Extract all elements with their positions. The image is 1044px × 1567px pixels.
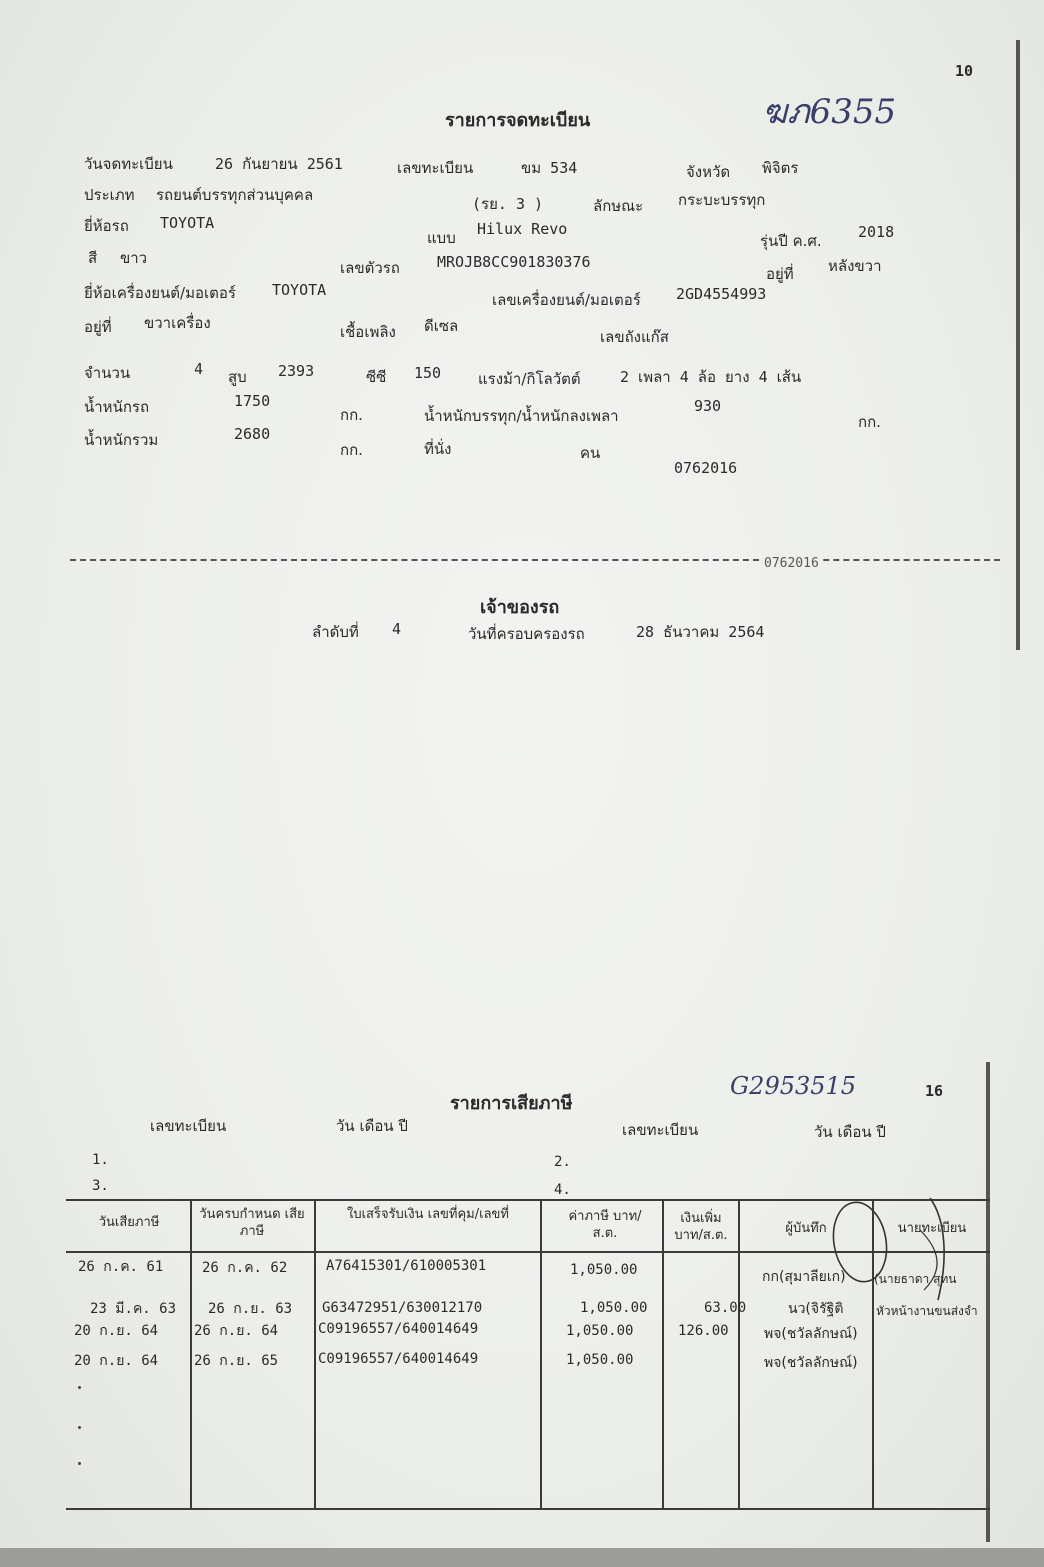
chassis-label: เลขตัวรถ bbox=[340, 259, 400, 277]
dot-mark bbox=[78, 1426, 81, 1429]
possess-value: 28 ธันวาคม 2564 bbox=[636, 623, 765, 641]
hp-value: 150 bbox=[414, 364, 442, 382]
count-label: จำนวน bbox=[84, 364, 131, 382]
model-label: แบบ bbox=[427, 229, 456, 247]
reg-date-value: 26 กันยายน 2561 bbox=[215, 155, 343, 173]
type-label: ประเภท bbox=[84, 186, 135, 204]
table-row-4-recorder: พจ(ชวัลลักษณ์) bbox=[764, 1355, 858, 1371]
plate-label: เลขทะเบียน bbox=[397, 159, 474, 177]
tax-page-number: 16 bbox=[925, 1082, 944, 1100]
weight-value: 1750 bbox=[234, 392, 271, 410]
table-row-2-tax: 1,050.00 bbox=[580, 1300, 648, 1316]
style-label: ลักษณะ bbox=[593, 197, 644, 215]
table-row-4-paid: 20 ก.ย. 64 bbox=[74, 1353, 159, 1369]
table-row-2-paid: 23 มี.ค. 63 bbox=[90, 1301, 177, 1317]
table-row-2-extra: 63.00 bbox=[704, 1300, 747, 1316]
brand-value: TOYOTA bbox=[160, 214, 215, 232]
engine-loc-value: ขวาเครื่อง bbox=[144, 314, 211, 332]
header-registrar: นายทะเบียน bbox=[897, 1221, 967, 1236]
col-divider-2 bbox=[314, 1200, 316, 1510]
table-row-3-due: 26 ก.ย. 64 bbox=[194, 1323, 279, 1339]
table-row-1-receipt: A76415301/610005301 bbox=[326, 1258, 487, 1274]
order-value: 4 bbox=[392, 620, 402, 638]
tax-plate-label-right: เลขทะเบียน bbox=[622, 1121, 699, 1139]
ref-no: 0762016 bbox=[674, 459, 738, 477]
province-label: จังหวัด bbox=[686, 163, 731, 181]
model-value: Hilux Revo bbox=[477, 220, 568, 238]
order-label: ลำดับที่ bbox=[312, 623, 359, 641]
table-row-4-receipt: C09196557/640014649 bbox=[318, 1351, 479, 1367]
gross-label: น้ำหนักรวม bbox=[84, 431, 159, 449]
table-row-3-recorder: พจ(ชวัลลักษณ์) bbox=[764, 1326, 858, 1342]
tax-date-label-right: วัน เดือน ปี bbox=[814, 1123, 886, 1141]
header-paid-date: วันเสียภาษี bbox=[98, 1215, 160, 1230]
slot-4: 4. bbox=[554, 1182, 571, 1198]
cyl-label: สูบ bbox=[228, 368, 247, 386]
gas-tank-label: เลขถังแก๊ส bbox=[600, 328, 669, 346]
gross-value: 2680 bbox=[234, 425, 271, 443]
type-value: รถยนต์บรรทุกส่วนบุคคล bbox=[156, 186, 314, 204]
person-label: คน bbox=[580, 444, 601, 462]
header-receipt: ใบเสร็จรับเงิน เลขที่คุม/เลขที่ bbox=[347, 1207, 509, 1222]
table-row-3-receipt: C09196557/640014649 bbox=[318, 1321, 479, 1337]
table-row-2-registrar: หัวหน้างานขนส่งจำ bbox=[876, 1304, 978, 1318]
slot-3: 3. bbox=[92, 1178, 109, 1194]
table-row-1-paid: 26 ก.ค. 61 bbox=[78, 1259, 164, 1275]
header-due-date: วันครบกำหนด เสียภาษี bbox=[199, 1207, 305, 1239]
weight-kg-label: กก. bbox=[340, 406, 363, 424]
possess-label: วันที่ครอบครองรถ bbox=[468, 625, 585, 643]
dotted-ref: 0762016 bbox=[760, 556, 823, 571]
engine-loc-label: อยู่ที่ bbox=[84, 318, 112, 336]
dotted-divider bbox=[70, 559, 1000, 561]
table-row-1-registrar: (นายธาดา สุทน bbox=[874, 1272, 957, 1286]
reg-date-label: วันจดทะเบียน bbox=[84, 155, 173, 173]
chassis-loc-label: อยู่ที่ bbox=[766, 265, 794, 283]
col-divider-5 bbox=[738, 1200, 740, 1510]
plate-value: ขม 534 bbox=[521, 159, 578, 177]
fuel-label: เชื้อเพลิง bbox=[340, 323, 396, 341]
brand-label: ยี่ห้อรถ bbox=[84, 217, 129, 235]
header-recorder: ผู้บันทึก bbox=[785, 1221, 827, 1236]
engine-brand-label: ยี่ห้อเครื่องยนต์/มอเตอร์ bbox=[84, 284, 236, 302]
table-row-1-tax: 1,050.00 bbox=[570, 1262, 638, 1278]
table-bottom-rule bbox=[66, 1508, 990, 1510]
header-tax: ค่าภาษี บาท/ส.ต. bbox=[568, 1209, 642, 1241]
load-value: 930 bbox=[694, 397, 722, 415]
type-code: (รย. 3 ) bbox=[472, 195, 544, 213]
table-row-2-due: 26 ก.ย. 63 bbox=[208, 1301, 293, 1317]
header-extra: เงินเพิ่ม บาท/ส.ต. bbox=[674, 1211, 728, 1243]
cyl-value: 4 bbox=[194, 360, 204, 378]
load-kg-label: กก. bbox=[858, 413, 881, 431]
slot-2: 2. bbox=[554, 1154, 571, 1170]
table-row-3-paid: 20 ก.ย. 64 bbox=[74, 1323, 159, 1339]
cc-value: 2393 bbox=[278, 362, 315, 380]
registration-title: รายการจดทะเบียน bbox=[445, 110, 591, 131]
load-label: น้ำหนักบรรทุก/น้ำหนักลงเพลา bbox=[424, 407, 619, 425]
handwritten-note: ฆภ6355 bbox=[762, 92, 897, 132]
tax-plate-label-left: เลขทะเบียน bbox=[150, 1117, 227, 1135]
table-row-4-tax: 1,050.00 bbox=[566, 1352, 634, 1368]
province-value: พิจิตร bbox=[762, 159, 799, 177]
table-row-1-recorder: กก(สุมาลียเก) bbox=[762, 1269, 846, 1285]
axle-text: 2 เพลา 4 ล้อ ยาง 4 เส้น bbox=[620, 368, 802, 386]
chassis-value: MROJB8CC901830376 bbox=[437, 253, 591, 271]
scan-bottom-strip bbox=[0, 1548, 1044, 1567]
tax-handwritten-note: G2953515 bbox=[730, 1072, 857, 1100]
slot-1: 1. bbox=[92, 1152, 109, 1168]
page-edge-bottom bbox=[986, 1062, 990, 1542]
signature-stamp bbox=[820, 1190, 980, 1320]
fuel-value: ดีเซล bbox=[424, 317, 459, 335]
year-value: 2018 bbox=[858, 223, 895, 241]
tax-title: รายการเสียภาษี bbox=[450, 1093, 573, 1114]
color-label: สี bbox=[88, 249, 98, 267]
seat-label: ที่นั่ง bbox=[424, 440, 452, 458]
weight-label: น้ำหนักรถ bbox=[84, 398, 150, 416]
page-edge-top bbox=[1016, 40, 1020, 650]
col-divider-3 bbox=[540, 1200, 542, 1510]
table-row-3-tax: 1,050.00 bbox=[566, 1323, 634, 1339]
cc-label: ซีซี bbox=[366, 368, 387, 386]
dot-mark bbox=[78, 1386, 81, 1389]
chassis-loc-value: หลังขวา bbox=[828, 257, 882, 275]
engine-brand-value: TOYOTA bbox=[272, 281, 327, 299]
table-row-4-due: 26 ก.ย. 65 bbox=[194, 1353, 279, 1369]
table-row-2-receipt: G63472951/630012170 bbox=[322, 1300, 483, 1316]
page-number: 10 bbox=[955, 62, 974, 80]
dot-mark bbox=[78, 1462, 81, 1465]
gross-kg-label: กก. bbox=[340, 441, 363, 459]
engine-no-label: เลขเครื่องยนต์/มอเตอร์ bbox=[492, 291, 641, 309]
col-divider-4 bbox=[662, 1200, 664, 1510]
table-row-3-extra: 126.00 bbox=[678, 1323, 729, 1339]
table-row-2-recorder: นว(จิรัฐิติ bbox=[788, 1301, 844, 1317]
color-value: ขาว bbox=[120, 249, 148, 267]
hp-label: แรงม้า/กิโลวัตต์ bbox=[478, 370, 581, 388]
style-value: กระบะบรรทุก bbox=[678, 191, 766, 209]
tax-date-label-left: วัน เดือน ปี bbox=[336, 1117, 408, 1135]
table-row-1-due: 26 ก.ค. 62 bbox=[202, 1260, 288, 1276]
owner-title: เจ้าของรถ bbox=[480, 597, 560, 618]
engine-no-value: 2GD4554993 bbox=[676, 285, 767, 303]
year-label: รุ่นปี ค.ศ. bbox=[760, 232, 822, 250]
col-divider-1 bbox=[190, 1200, 192, 1510]
